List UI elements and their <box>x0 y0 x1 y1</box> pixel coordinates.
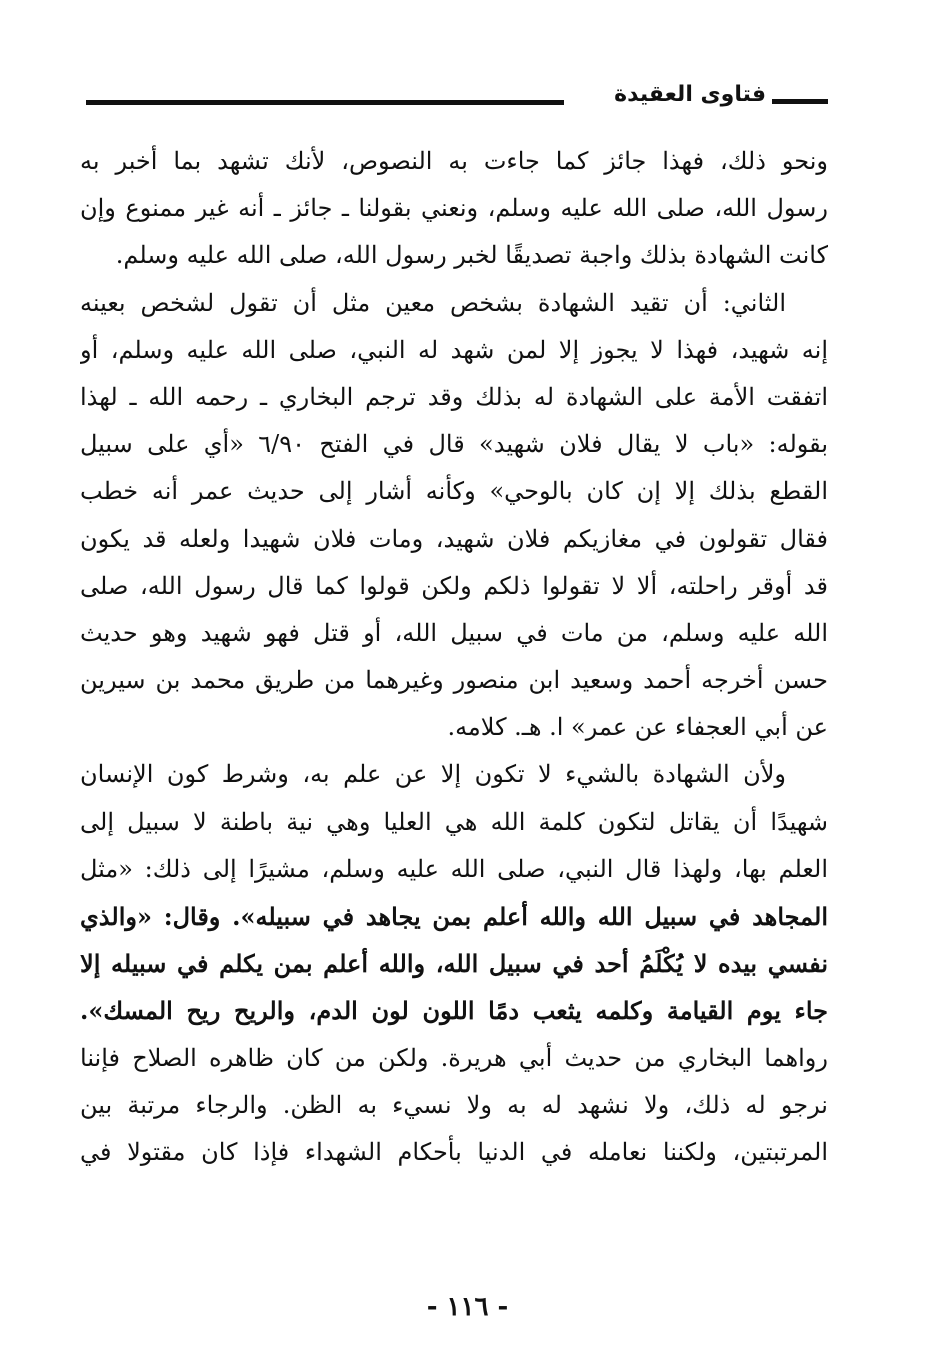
text-line: الله عليه وسلم، من مات في سبيل الله، أو قتل فهو شهيد وهو حديث <box>80 618 828 647</box>
header-rule-long <box>86 100 564 105</box>
body-text <box>80 138 828 1176</box>
text-line: نفسي بيده لا يُكْلَمُ أحد في سبيل الله، والله أعلم بمن يكلم في سبيله إلا <box>80 949 828 979</box>
text-line: بقوله: «باب لا يقال فلان شهيد» قال في الفتح ٦/٩٠ «أي على سبيل <box>80 430 828 459</box>
text-line: المجاهد في سبيل الله والله أعلم بمن يجاهد في سبيله». وقال: «والذي <box>80 902 828 931</box>
text-line: رسول الله، صلى الله عليه وسلم، ونعني بقولنا ـ جائز ـ أنه غير ممنوع وإن <box>80 194 828 223</box>
running-title: فتاوى العقيدة <box>614 82 766 107</box>
text-line: شهيدًا أن يقاتل لتكون كلمة الله هي العليا وهي نية باطنة لا سبيل إلى <box>80 807 828 836</box>
page-header <box>86 78 828 118</box>
text-line: المرتبتين، ولكننا نعامله في الدنيا بأحكام الشهداء فإذا كان مقتولا في <box>80 1137 828 1166</box>
text-line: قد أوقر راحلته، ألا لا تقولوا ذلكم ولكن قولوا كما قال رسول الله، صلى <box>80 571 828 600</box>
page-number: - ١١٦ - <box>426 1292 509 1322</box>
text-line: رواهما البخاري من حديث أبي هريرة. ولكن من كان ظاهره الصلاح فإننا <box>80 1043 828 1072</box>
text-line: العلم بها، ولهذا قال النبي، صلى الله عليه وسلم، مشيرًا إلى ذلك: «مثل <box>80 854 828 883</box>
text-line: حسن أخرجه أحمد وسعيد ابن منصور وغيرهما من طريق محمد بن سيرين <box>80 666 828 695</box>
text-line: الثاني: أن تقيد الشهادة بشخص معين مثل أن تقول لشخص بعينه <box>80 288 786 317</box>
header-rule-short <box>772 99 828 104</box>
text-line: عن أبي العجفاء عن عمر» ا. هـ. كلامه. <box>447 713 828 742</box>
text-line: نرجو له ذلك، ولا نشهد له به ولا نسيء به الظن. والرجاء مرتبة بين <box>80 1090 828 1119</box>
text-line: كانت الشهادة بذلك واجبة تصديقًا لخبر رسول الله، صلى الله عليه وسلم. <box>115 241 828 270</box>
text-line: ولأن الشهادة بالشيء لا تكون إلا عن علم به، وشرط كون الإنسان <box>80 760 786 789</box>
text-line: جاء يوم القيامة وكلمه يثعب دمًا اللون لون الدم، والريح ريح المسك». <box>80 996 828 1026</box>
text-line: فقال تقولون في مغازيكم فلان شهيد، ومات فلان شهيدا ولعله قد يكون <box>80 524 828 553</box>
text-line: ونحو ذلك، فهذا جائز كما جاءت به النصوص، لأنك تشهد بما أخبر به <box>80 147 828 175</box>
text-line: اتفقت الأمة على الشهادة له بذلك وقد ترجم البخاري ـ رحمه الله ـ لهذا <box>80 382 828 411</box>
text-line: إنه شهيد، فهذا لا يجوز إلا لمن شهد له النبي، صلى الله عليه وسلم، أو <box>80 335 828 364</box>
text-line: القطع بذلك إلا إن كان بالوحي» وكأنه أشار إلى حديث عمر أنه خطب <box>80 477 828 506</box>
